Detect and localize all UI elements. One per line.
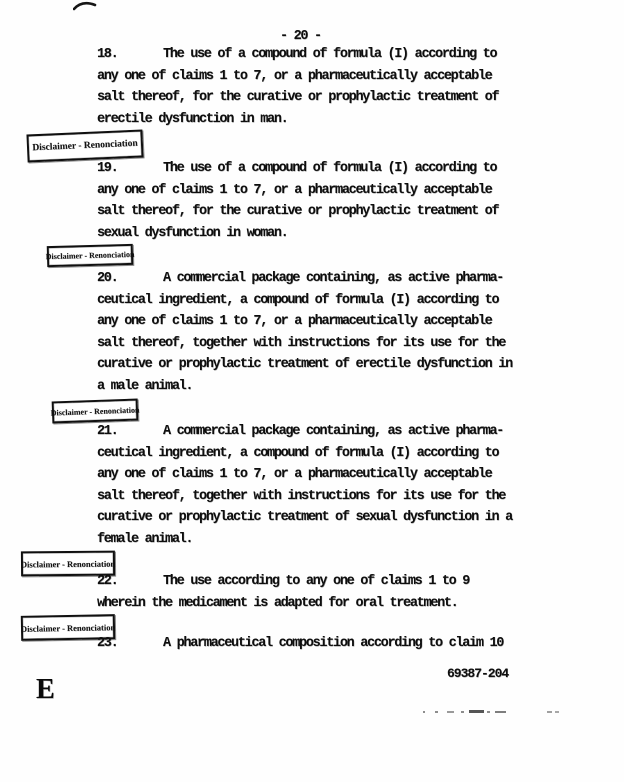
claim-21 <box>97 421 512 550</box>
claim-text-line: The use of a compound of formula (I) according to <box>163 47 497 62</box>
claim-text-line: any one of claims 1 to 7, or a pharmaceutically acceptable <box>97 314 492 329</box>
claim-number: 21. <box>97 424 118 439</box>
scan-pen-mark <box>73 1 99 13</box>
exhibit-letter: E <box>36 674 55 705</box>
claim-text-line: salt thereof, for the curative or prophylactic treatment of <box>97 90 499 105</box>
claim-number: 22. <box>97 574 118 589</box>
claim-number: 19. <box>97 161 118 176</box>
claim-text-line: erectile dysfunction in man. <box>97 111 288 127</box>
claim-20 <box>97 268 512 397</box>
claim-text-line: curative or prophylactic treatment of sexual dysfunction in a <box>97 510 512 525</box>
claim-number: 20. <box>97 271 118 286</box>
disclaimer-stamp <box>52 399 139 424</box>
claim-22 <box>97 571 507 614</box>
page-number: - 20 - <box>280 29 321 44</box>
claim-text-line: any one of claims 1 to 7, or a pharmaceutically acceptable <box>97 467 492 482</box>
disclaimer-stamp-label: Disclaimer - Renonciation <box>20 558 116 569</box>
claim-text-line: any one of claims 1 to 7, or a pharmaceutically acceptable <box>97 68 492 84</box>
claim-text-line: The use of a compound of formula (I) according to <box>163 161 497 176</box>
disclaimer-stamp-label: Disclaimer - Renonciation <box>32 138 138 154</box>
claim-18 <box>97 44 507 130</box>
claim-text-line: any one of claims 1 to 7, or a pharmaceutically acceptable <box>97 182 492 198</box>
disclaimer-stamp-label: Disclaimer - Renonciation <box>50 404 140 418</box>
disclaimer-stamp <box>47 244 134 267</box>
claim-text-line: A pharmaceutical composition according to claim 10 <box>163 636 504 651</box>
claim-text-line: curative or prophylactic treatment of erectile dysfunction in <box>97 357 512 372</box>
claim-text-line: sexual dysfunction in woman. <box>97 225 288 241</box>
disclaimer-stamp-label: Disclaimer - Renonciation <box>20 621 116 634</box>
claim-text-line: wherein the medicament is adapted for oral treatment. <box>97 595 458 611</box>
claim-text-line: ceutical ingredient, a compound of formula (I) according to <box>97 292 499 308</box>
claim-text-line: a male animal. <box>97 378 193 394</box>
claim-text-line: salt thereof, for the curative or prophylactic treatment of <box>97 204 499 219</box>
disclaimer-stamp-label: Disclaimer - Renonciation <box>45 249 135 262</box>
claim-23 <box>97 633 507 655</box>
claim-text-line: A commercial package containing, as active pharma- <box>163 424 504 439</box>
claim-text-line: salt thereof, together with instructions for its use for the <box>97 335 506 351</box>
claim-text-line: The use according to any one of claims 1 to 9 <box>163 574 470 589</box>
claim-number: 18. <box>97 47 118 62</box>
docket-number: 69387-204 <box>447 666 509 681</box>
claim-19 <box>97 158 507 244</box>
claim-text-line: salt thereof, together with instructions for its use for the <box>97 488 506 504</box>
scan-artifact-dashes <box>423 710 583 714</box>
claim-text-line: A commercial package containing, as active pharma- <box>163 271 504 286</box>
claim-text-line: female animal. <box>97 531 193 547</box>
claim-text-line: ceutical ingredient, a compound of formula (I) according to <box>97 445 499 461</box>
claim-number: 23. <box>97 636 118 651</box>
